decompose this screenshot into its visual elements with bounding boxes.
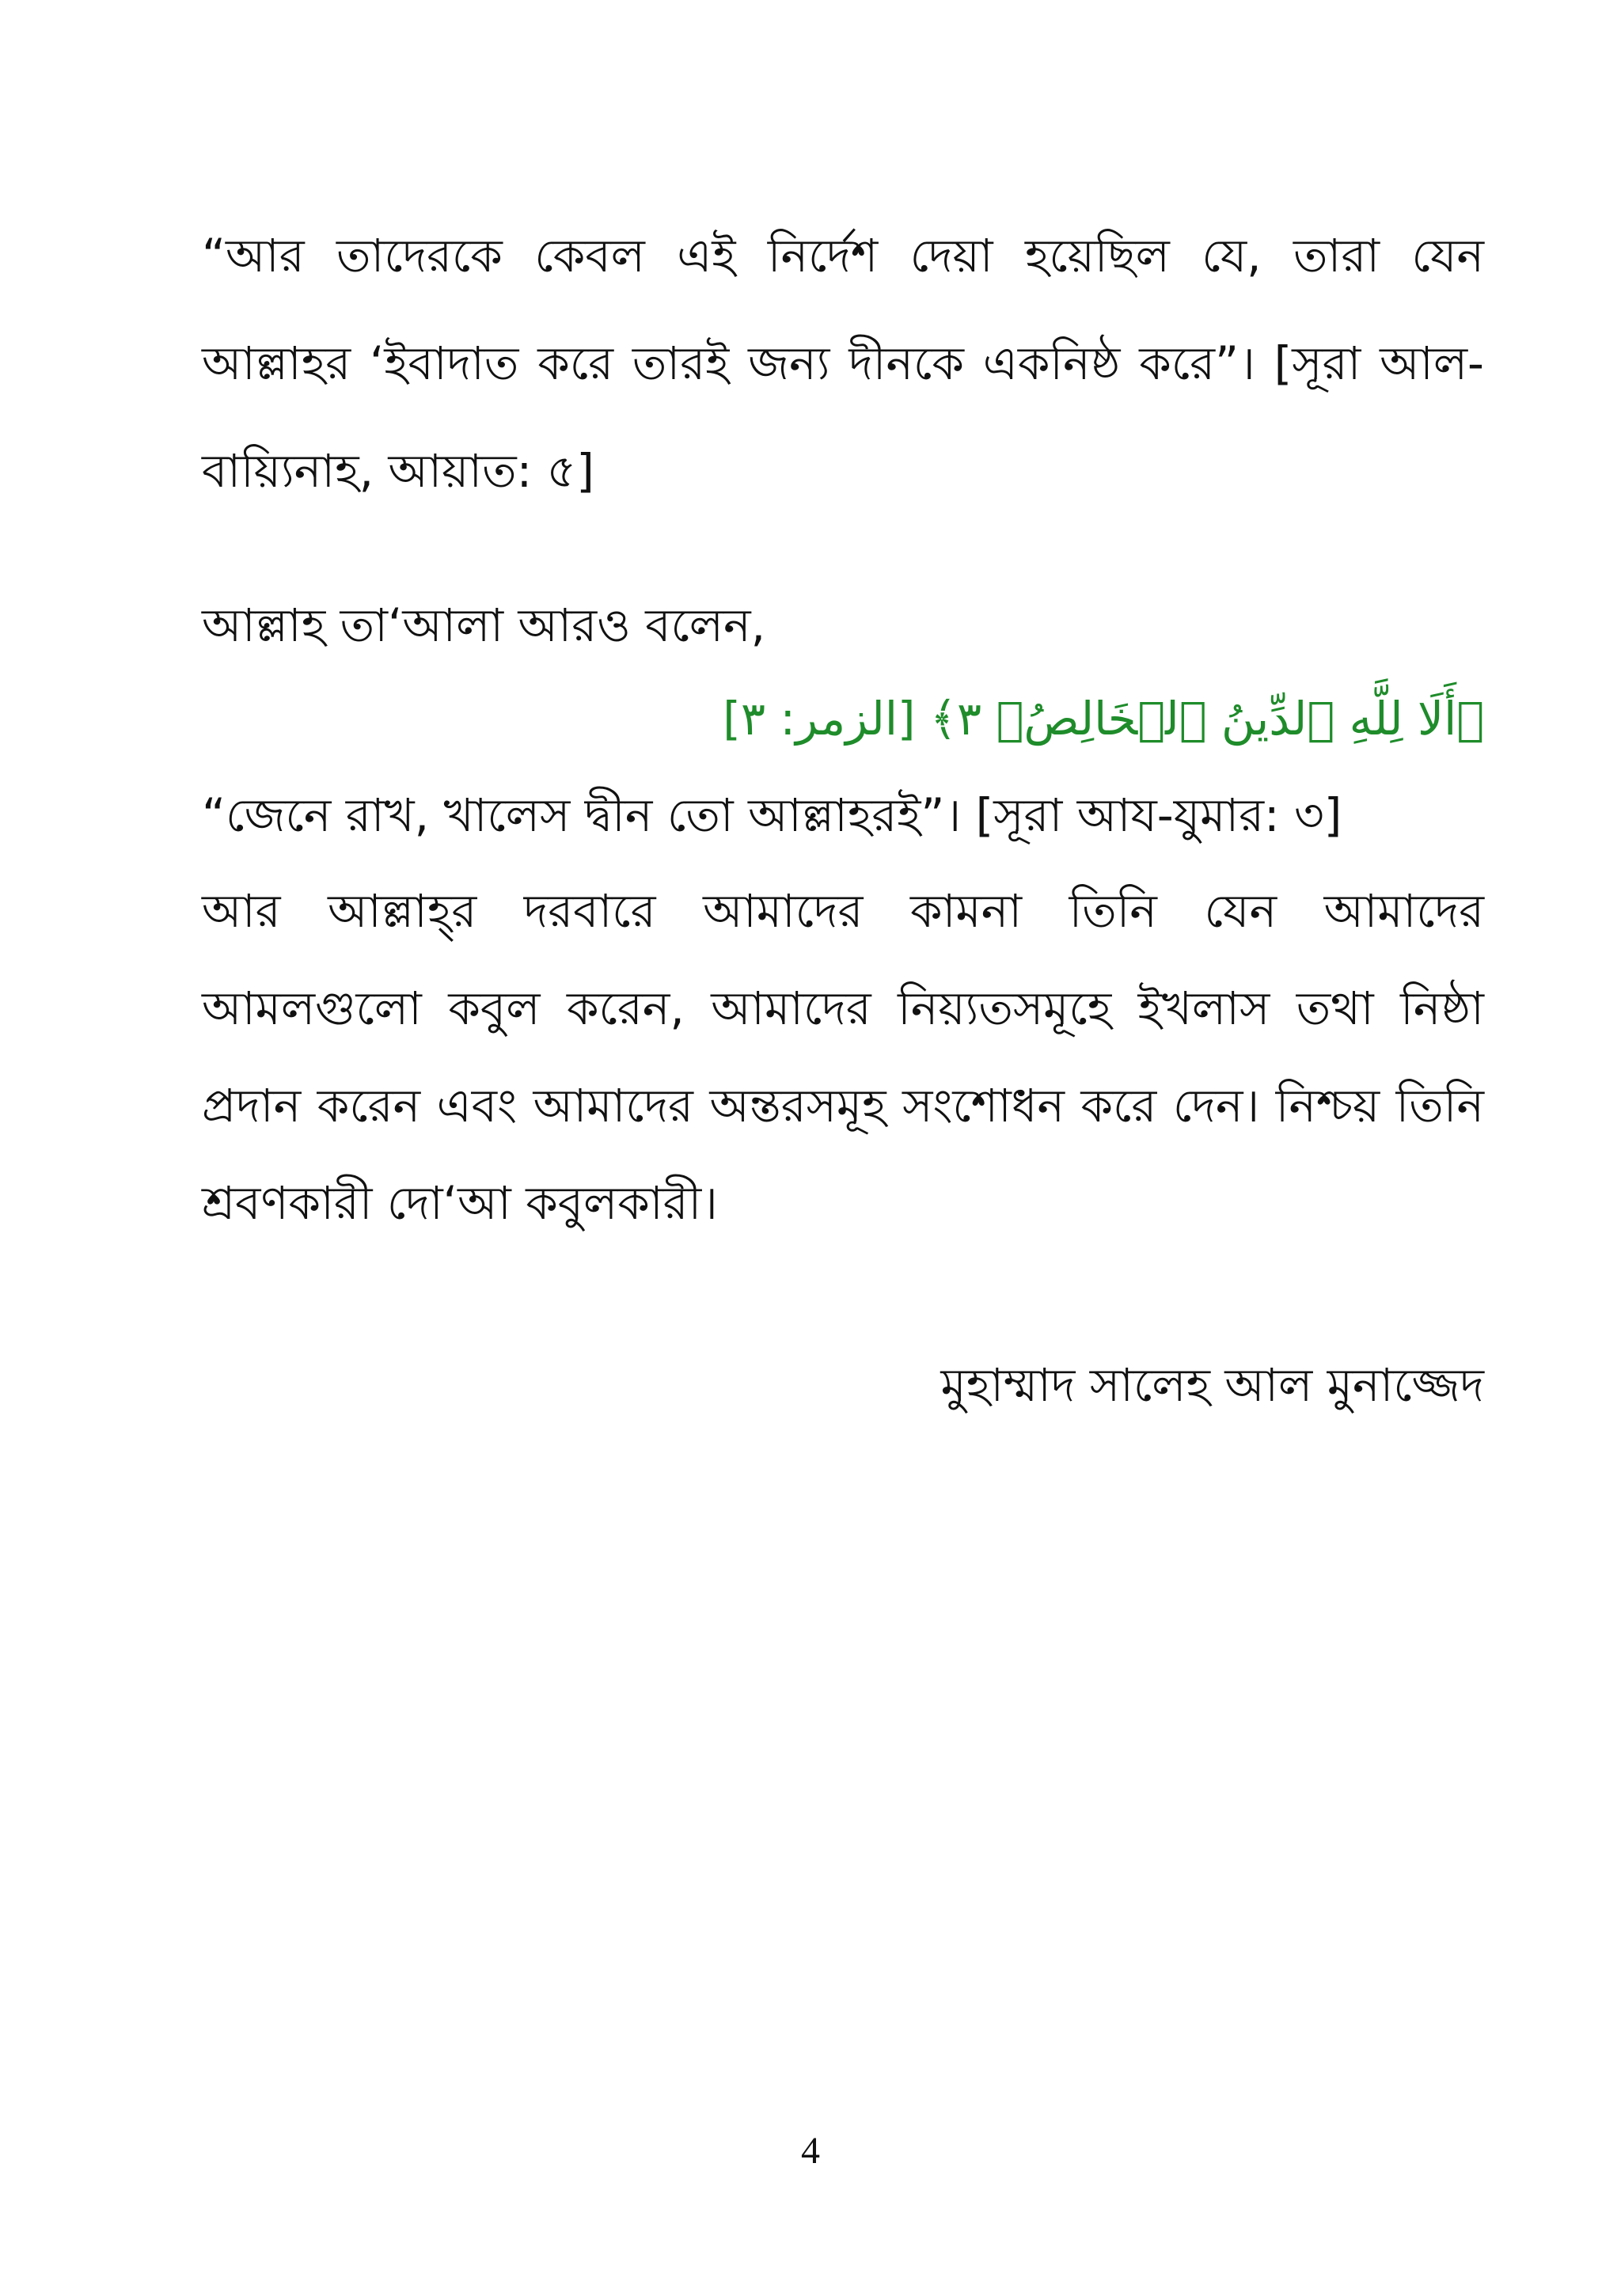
- arabic-verse: ﴿أَلَا لِلَّهِ ٱلدِّينُ ٱلۡخَالِصُۚ ٣﴾ [الزمر: ٣]: [723, 692, 1484, 746]
- prayer-paragraph: আর আল্লাহ্‌র দরবারে আমাদের কামনা তিনি যেন আমাদের আমলগুলো কবুল করেন, আমাদের নিয়্যতসমূহে ইখলাস তথা নিষ্ঠা প্রদান করেন এবং আমাদের অন্তরসমূহ সংশোধন করে দেন। নিশ্চয় তিনি শ্রবণকারী দো‘আ কবুলকারী।: [202, 884, 1484, 1230]
- intro-paragraph: আল্লাহ তা‘আলা আরও বলেন,: [202, 598, 766, 652]
- author-signature: মুহাম্মাদ সালেহ আল মুনাজ্জেদ: [940, 1358, 1484, 1412]
- page-number: 4: [801, 2130, 820, 2172]
- quote-paragraph-zumar: “জেনে রাখ, খালেস দ্বীন তো আল্লাহরই”। [সূরা আয-যুমার: ৩]: [202, 788, 1342, 842]
- quote-paragraph-bayyinah: “আর তাদেরকে কেবল এই নির্দেশ দেয়া হয়েছিল যে, তারা যেন আল্লাহর ‘ইবাদাত করে তারই জন্য দীনকে একনিষ্ঠ করে”। [সূরা আল-বায়্যিনাহ, আয়াত: ৫]: [202, 229, 1484, 498]
